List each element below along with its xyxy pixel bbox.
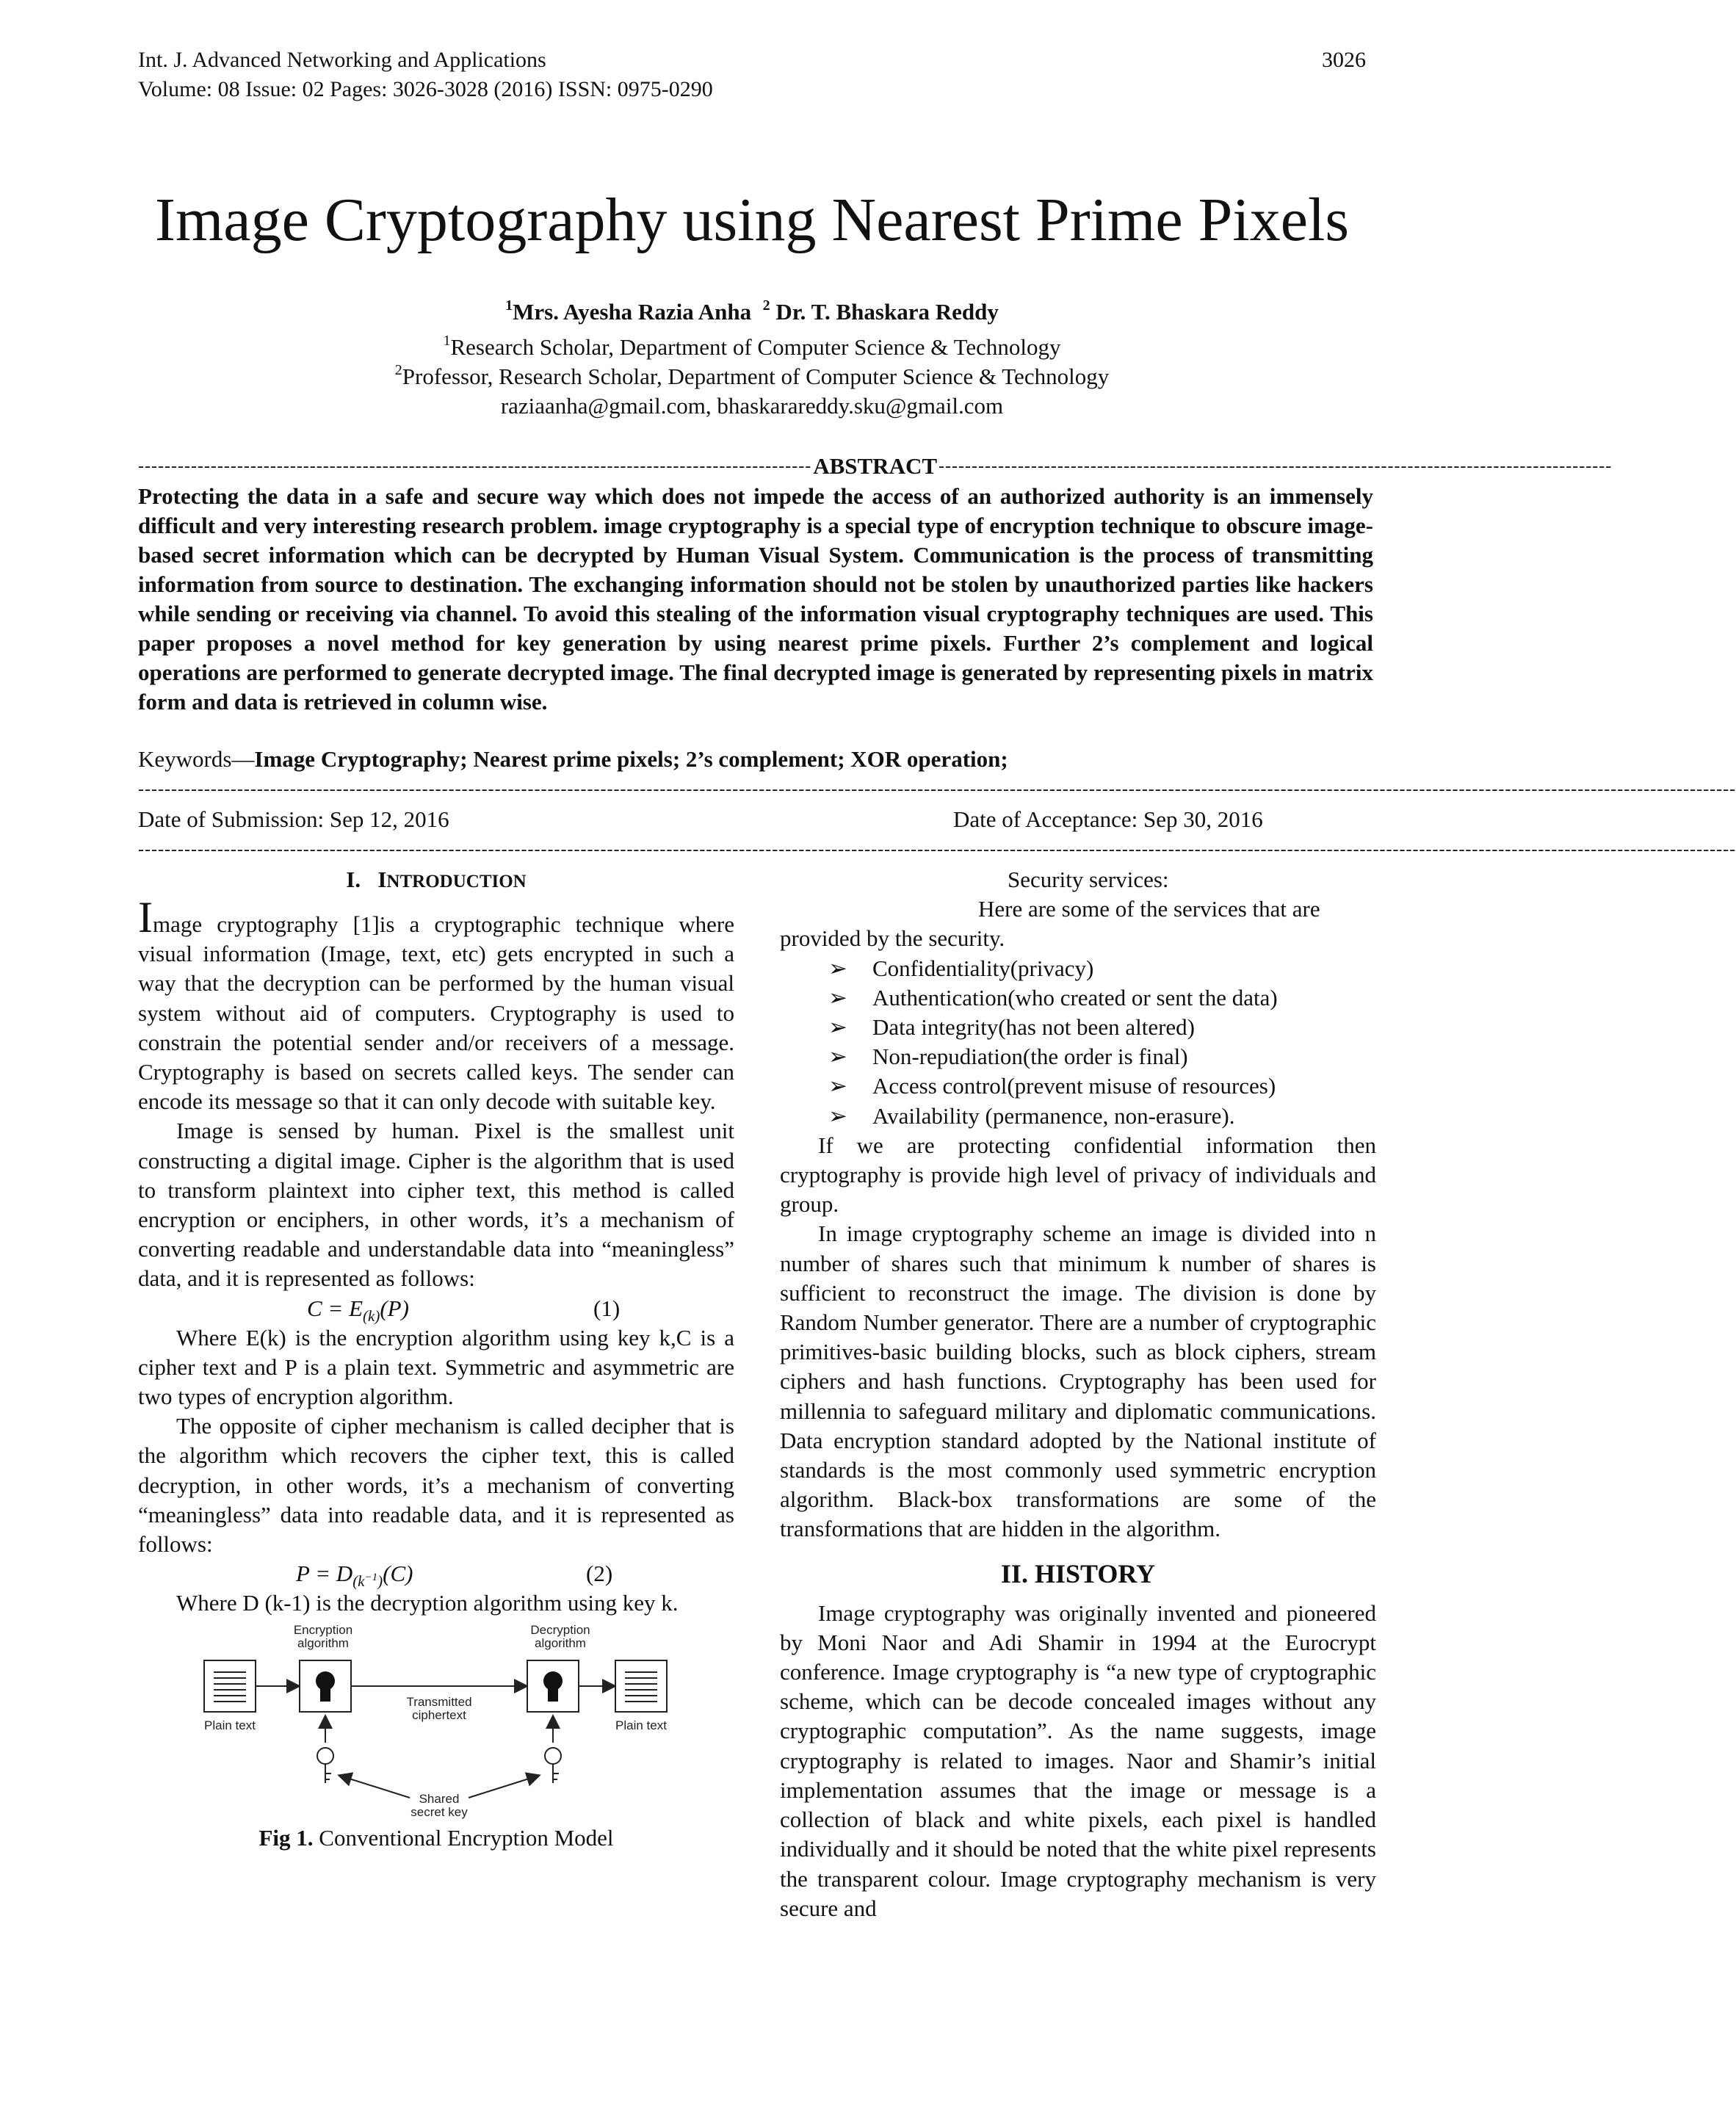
drop-cap: I — [138, 893, 153, 941]
list-item — [780, 1042, 1376, 1071]
shared-key-label-2: secret key — [411, 1805, 468, 1820]
list-item-text: Availability (permanence, non-erasure). — [872, 1102, 1235, 1129]
list-item-text: Authentication(who created or sent the data) — [872, 984, 1278, 1010]
shared-key-label-1: Shared — [419, 1792, 460, 1807]
encryption-label-1: Encryption — [293, 1623, 353, 1638]
affiliation-2 — [0, 362, 1504, 391]
transmitted-label-2: ciphertext — [412, 1708, 466, 1723]
submission-date: Date of Submission: Sep 12, 2016 — [138, 806, 449, 832]
list-item-text: Non-repudiation(the order is final) — [872, 1044, 1188, 1070]
keywords-label: Keywords— — [138, 746, 255, 772]
paper-title: Image Cryptography using Nearest Prime Pixels — [154, 186, 1350, 254]
page-number: 3026 — [1322, 48, 1366, 72]
list-item-text: Confidentiality(privacy) — [872, 955, 1094, 981]
list-item — [780, 954, 1376, 983]
dash-rule-left: ------------------------------------------------------------------------------------------------------ — [138, 457, 812, 476]
encryption-label-2: algorithm — [297, 1636, 349, 1651]
dash-rule: -------------------------------------------------------------------------------------------------------------------------------------------------------------------------------------------------------------------------------------------------- — [138, 780, 1736, 799]
equation-2 — [138, 1559, 734, 1591]
right-column — [780, 865, 1376, 1923]
intro-paragraph-2: Image is sensed by human. Pixel is the smallest unit constructing a digital image. Cipher is the algorithm that is used to transform plaintext into cipher text, this method is called encryption or enciphers, in other words, it’s a mechanism of converting readable and understandable data into “meaningless” data, and it is represented as follows: — [138, 1118, 734, 1292]
section-number: I. — [346, 867, 361, 892]
services-intro-1: Here are some of the services that are — [978, 896, 1320, 922]
abstract-body: Protecting the data in a safe and secure way which does not impede the access of an authorized authority is an immensely difficult and very interesting research problem. image cryptography is a special type of encryption technique to obscure image-based secret information which can be decrypted by Human Visual System. Communication is the process of transmitting information from source to destination. The exchanging information should not be stolen by unauthorized parties like hackers while sending or receiving via channel. To avoid this stealing of the information visual cryptography techniques are used. This paper proposes a novel method for key generation by using nearest prime pixels. Further 2’s complement and logical operations are performed to generate decrypted image. The final decrypted image is generated by representing pixels in matrix form and data is retrieved in column wise. — [138, 483, 1373, 715]
arrow-bullet-icon: ➢ — [828, 955, 847, 981]
document-icon — [615, 1660, 667, 1712]
list-item-text: Data integrity(has not been altered) — [872, 1014, 1195, 1041]
transmitted-label-1: Transmitted — [406, 1695, 472, 1710]
abstract-heading — [138, 453, 1613, 479]
dash-rule-right: ------------------------------------------------------------------------------------------------------ — [938, 457, 1613, 476]
affil1-text: Research Scholar, Department of Computer Science & Technology — [450, 334, 1061, 360]
list-item — [780, 1071, 1376, 1101]
decryption-lock-icon — [527, 1660, 579, 1712]
author2-name: Dr. T. Bhaskara Reddy — [775, 299, 999, 325]
keywords-list: Image Cryptography; Nearest prime pixels; 2’s complement; XOR operation; — [254, 746, 1008, 772]
encryption-lock-icon — [300, 1660, 351, 1712]
list-item — [780, 983, 1376, 1013]
shares-paragraph: In image cryptography scheme an image is divided into n number of shares such that minimum k number of shares is sufficient to reconstruct the image. The division is done by Random Number generator. There are a number of cryptographic primitives-basic building blocks, such as block ciphers, stream ciphers and hash functions. Cryptography has been used for millennia to safeguard military and diplomatic communications. Data encryption standard adopted by the National institute of standards is the most commonly used symmetric encryption algorithm. Black-box transformations are some of the transformations that are hidden in the algorithm. — [780, 1221, 1376, 1542]
key-icon — [317, 1748, 333, 1783]
figure-encryption-model — [189, 1618, 689, 1823]
intro-heading — [138, 865, 734, 897]
security-paragraph: If we are protecting confidential information then cryptography is provide high level of privacy of individuals and group. — [780, 1132, 1376, 1218]
equation-2-number: (2) — [586, 1561, 613, 1587]
decryption-label-1: Decryption — [530, 1623, 590, 1638]
abstract-label: ABSTRACT — [813, 453, 938, 479]
author-line — [0, 297, 1504, 327]
services-intro-2: provided by the security. — [780, 925, 1005, 952]
figure-caption — [138, 1823, 734, 1853]
equation-1-number: (1) — [593, 1295, 621, 1321]
list-item — [780, 1102, 1376, 1131]
author-emails: raziaanha@gmail.com, bhaskarareddy.sku@gmail.com — [500, 393, 1004, 419]
arrow-bullet-icon: ➢ — [828, 1044, 847, 1070]
affil2-sup: 2 — [394, 361, 402, 378]
equation-1-expr: $C = E_{(k)}(P)$ — [307, 1295, 409, 1325]
list-item — [780, 1013, 1376, 1042]
journal-volume: Volume: 08 Issue: 02 Pages: 3026-3028 (2016) ISSN: 0975-0290 — [138, 77, 713, 101]
affil2-text: Professor, Research Scholar, Department of Computer Science & Technology — [402, 364, 1110, 389]
arrow-bullet-icon: ➢ — [828, 984, 847, 1010]
plain-text-label-right: Plain text — [615, 1718, 667, 1733]
acceptance-date: Date of Acceptance: Sep 30, 2016 — [953, 806, 1263, 832]
affil1-sup: 1 — [443, 332, 451, 349]
arrow-bullet-icon: ➢ — [828, 1073, 847, 1099]
figure-caption-label: Fig 1. — [258, 1825, 314, 1851]
document-icon — [204, 1660, 256, 1712]
left-column — [138, 865, 734, 1853]
affiliation-1 — [0, 333, 1504, 362]
intro-paragraph-3: Where E(k) is the encryption algorithm using key k,C is a cipher text and P is a plain text. Symmetric and asymmetric are two types of encryption algorithm. — [138, 1324, 734, 1410]
history-heading: II. HISTORY — [1000, 1558, 1156, 1588]
section-title-initial: I — [377, 867, 387, 892]
equation-1 — [138, 1294, 734, 1323]
intro-paragraph-1 — [138, 893, 734, 1116]
figure-caption-text: Conventional Encryption Model — [313, 1825, 614, 1851]
intro-paragraph-4: The opposite of cipher mechanism is called decipher that is the algorithm which recovers the cipher text, this is called decryption, in other words, it’s a mechanism of converting “meaningless” data into readable data, and it is represented as follows: — [138, 1413, 734, 1558]
section-title-rest: NTRODUCTION — [386, 872, 527, 892]
keywords-line — [138, 745, 1373, 774]
intro-paragraph-5: Where D (k-1) is the decryption algorithm using key k. — [176, 1590, 679, 1616]
arrow-bullet-icon: ➢ — [828, 1014, 847, 1041]
plain-text-label-left: Plain text — [204, 1718, 256, 1733]
arrow-bullet-icon: ➢ — [828, 1102, 847, 1129]
author1-sup: 1 — [505, 297, 513, 314]
history-paragraph: Image cryptography was originally invented and pioneered by Moni Naor and Adi Shamir in 1994 at the Eurocrypt conference. Image cryptography is “a new type of cryptographic scheme, which can be decode concealed images without any cryptographic computation”. As the name suggests, image cryptography is related to images. Naor and Shamir’s initial implementation assumes that the image or message is a collection of black and white pixels, each pixel is handled individually and it should be noted that the white pixel represents the transparent colour. Image cryptography mechanism is very secure and — [780, 1599, 1376, 1921]
journal-name: Int. J. Advanced Networking and Applications — [138, 48, 546, 72]
decryption-label-2: algorithm — [535, 1636, 586, 1651]
equation-2-expr: $P = D_{(k^{-1})}(C)$ — [296, 1561, 413, 1591]
dash-rule: -------------------------------------------------------------------------------------------------------------------------------------------------------------------------------------------------------------------------------------------------- — [138, 840, 1736, 859]
key-icon — [545, 1748, 561, 1783]
security-services-title: Security services: — [1008, 867, 1169, 892]
intro-paragraph-1-text: mage cryptography [1]is a cryptographic technique where visual information (Image, text, etc) gets encrypted in such a way that the decryption can be performed by the human visual system without aid of computers. Cryptography is used to constrain the potential sender and/or receivers of a message. Cryptography is based on secrets called keys. The sender can encode its message so that it can only decode with suitable key. — [138, 911, 734, 1115]
author1-name: Mrs. Ayesha Razia Anha — [513, 299, 752, 325]
list-item-text: Access control(prevent misuse of resources) — [872, 1073, 1276, 1099]
security-services-list — [780, 954, 1376, 1131]
author2-sup: 2 — [762, 297, 770, 314]
dates-row — [138, 805, 1373, 834]
